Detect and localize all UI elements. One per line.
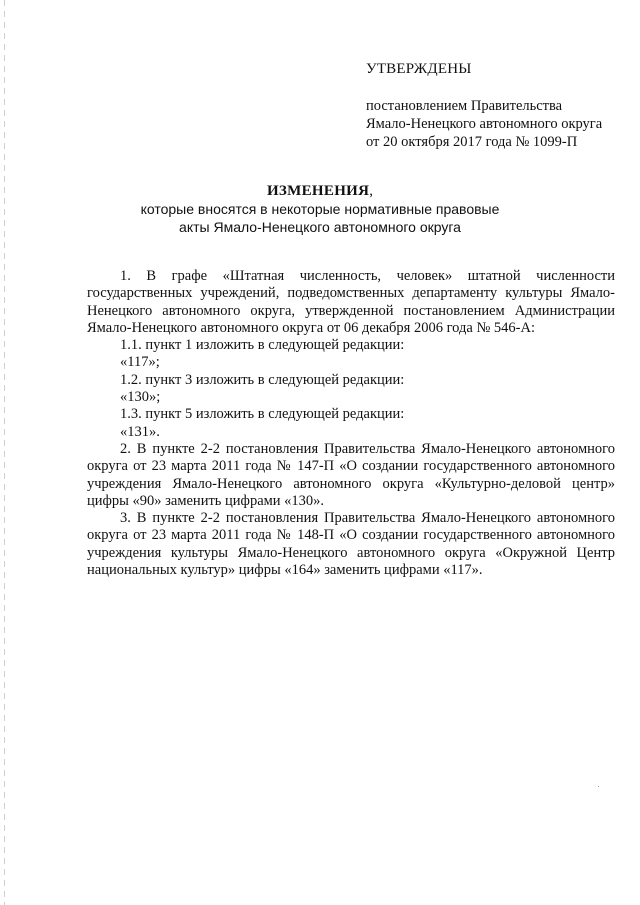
approval-line-2: Ямало-Ненецкого автономного округа (366, 116, 603, 132)
changes-subtitle-line-1: которые вносятся в некоторые нормативные правовые (140, 201, 500, 217)
paragraph-2: 2. В пункте 2-2 постановления Правительства Ямало-Ненецкого автономного округа от 23 марта 2011 года № 147-П «О создании государственного автономного учреждения Ямало-Ненецкого автономного округа «Культурно-деловой центр» цифры «90» заменить цифрами «130». (87, 440, 615, 509)
document-body (87, 268, 615, 579)
approval-block (366, 60, 626, 151)
paragraph-3: 3. В пункте 2-2 постановления Правительства Ямало-Ненецкого автономного округа от 23 марта 2011 года № 148-П «О создании государственного автономного учреждения культуры Ямало-Ненецкого автономного округа «Окружной Центр национальных культур» цифры «164» заменить цифрами «117». (87, 510, 615, 579)
paragraph-1-1: 1.1. пункт 1 изложить в следующей редакции: (120, 337, 405, 354)
paragraph-1-3: 1.3. пункт 5 изложить в следующей редакции: (120, 406, 405, 423)
paragraph-1-2-value: «130»; (120, 389, 161, 406)
paragraph-1-1-value: «117»; (120, 354, 160, 371)
changes-title: ИЗМЕНЕНИЯ (266, 183, 370, 199)
approval-title: УТВЕРЖДЕНЫ (366, 61, 472, 77)
paragraph-1-3-value: «131». (120, 423, 160, 440)
paragraph-1: 1. В графе «Штатная численность, человек» штатной численности государственных учреждений, подведомственных департаменту культуры Ямало-Ненецкого автономного округа, утвержденной постановлением Администрации Ямало-Ненецкого автономного округа от 06 декабря 2006 года № 546-А: (87, 268, 615, 336)
approval-line-1: постановлением Правительства (366, 98, 563, 114)
scan-edge-line (4, 0, 5, 905)
paragraph-1-2: 1.2. пункт 3 изложить в следующей редакции: (120, 371, 405, 388)
scan-speck (598, 786, 599, 787)
approval-line-3: от 20 октября 2017 года № 1099-П (366, 134, 578, 150)
changes-title-suffix: , (369, 183, 374, 199)
changes-subtitle-line-2: акты Ямало-Ненецкого автономного округа (179, 219, 461, 235)
changes-heading (0, 182, 640, 236)
